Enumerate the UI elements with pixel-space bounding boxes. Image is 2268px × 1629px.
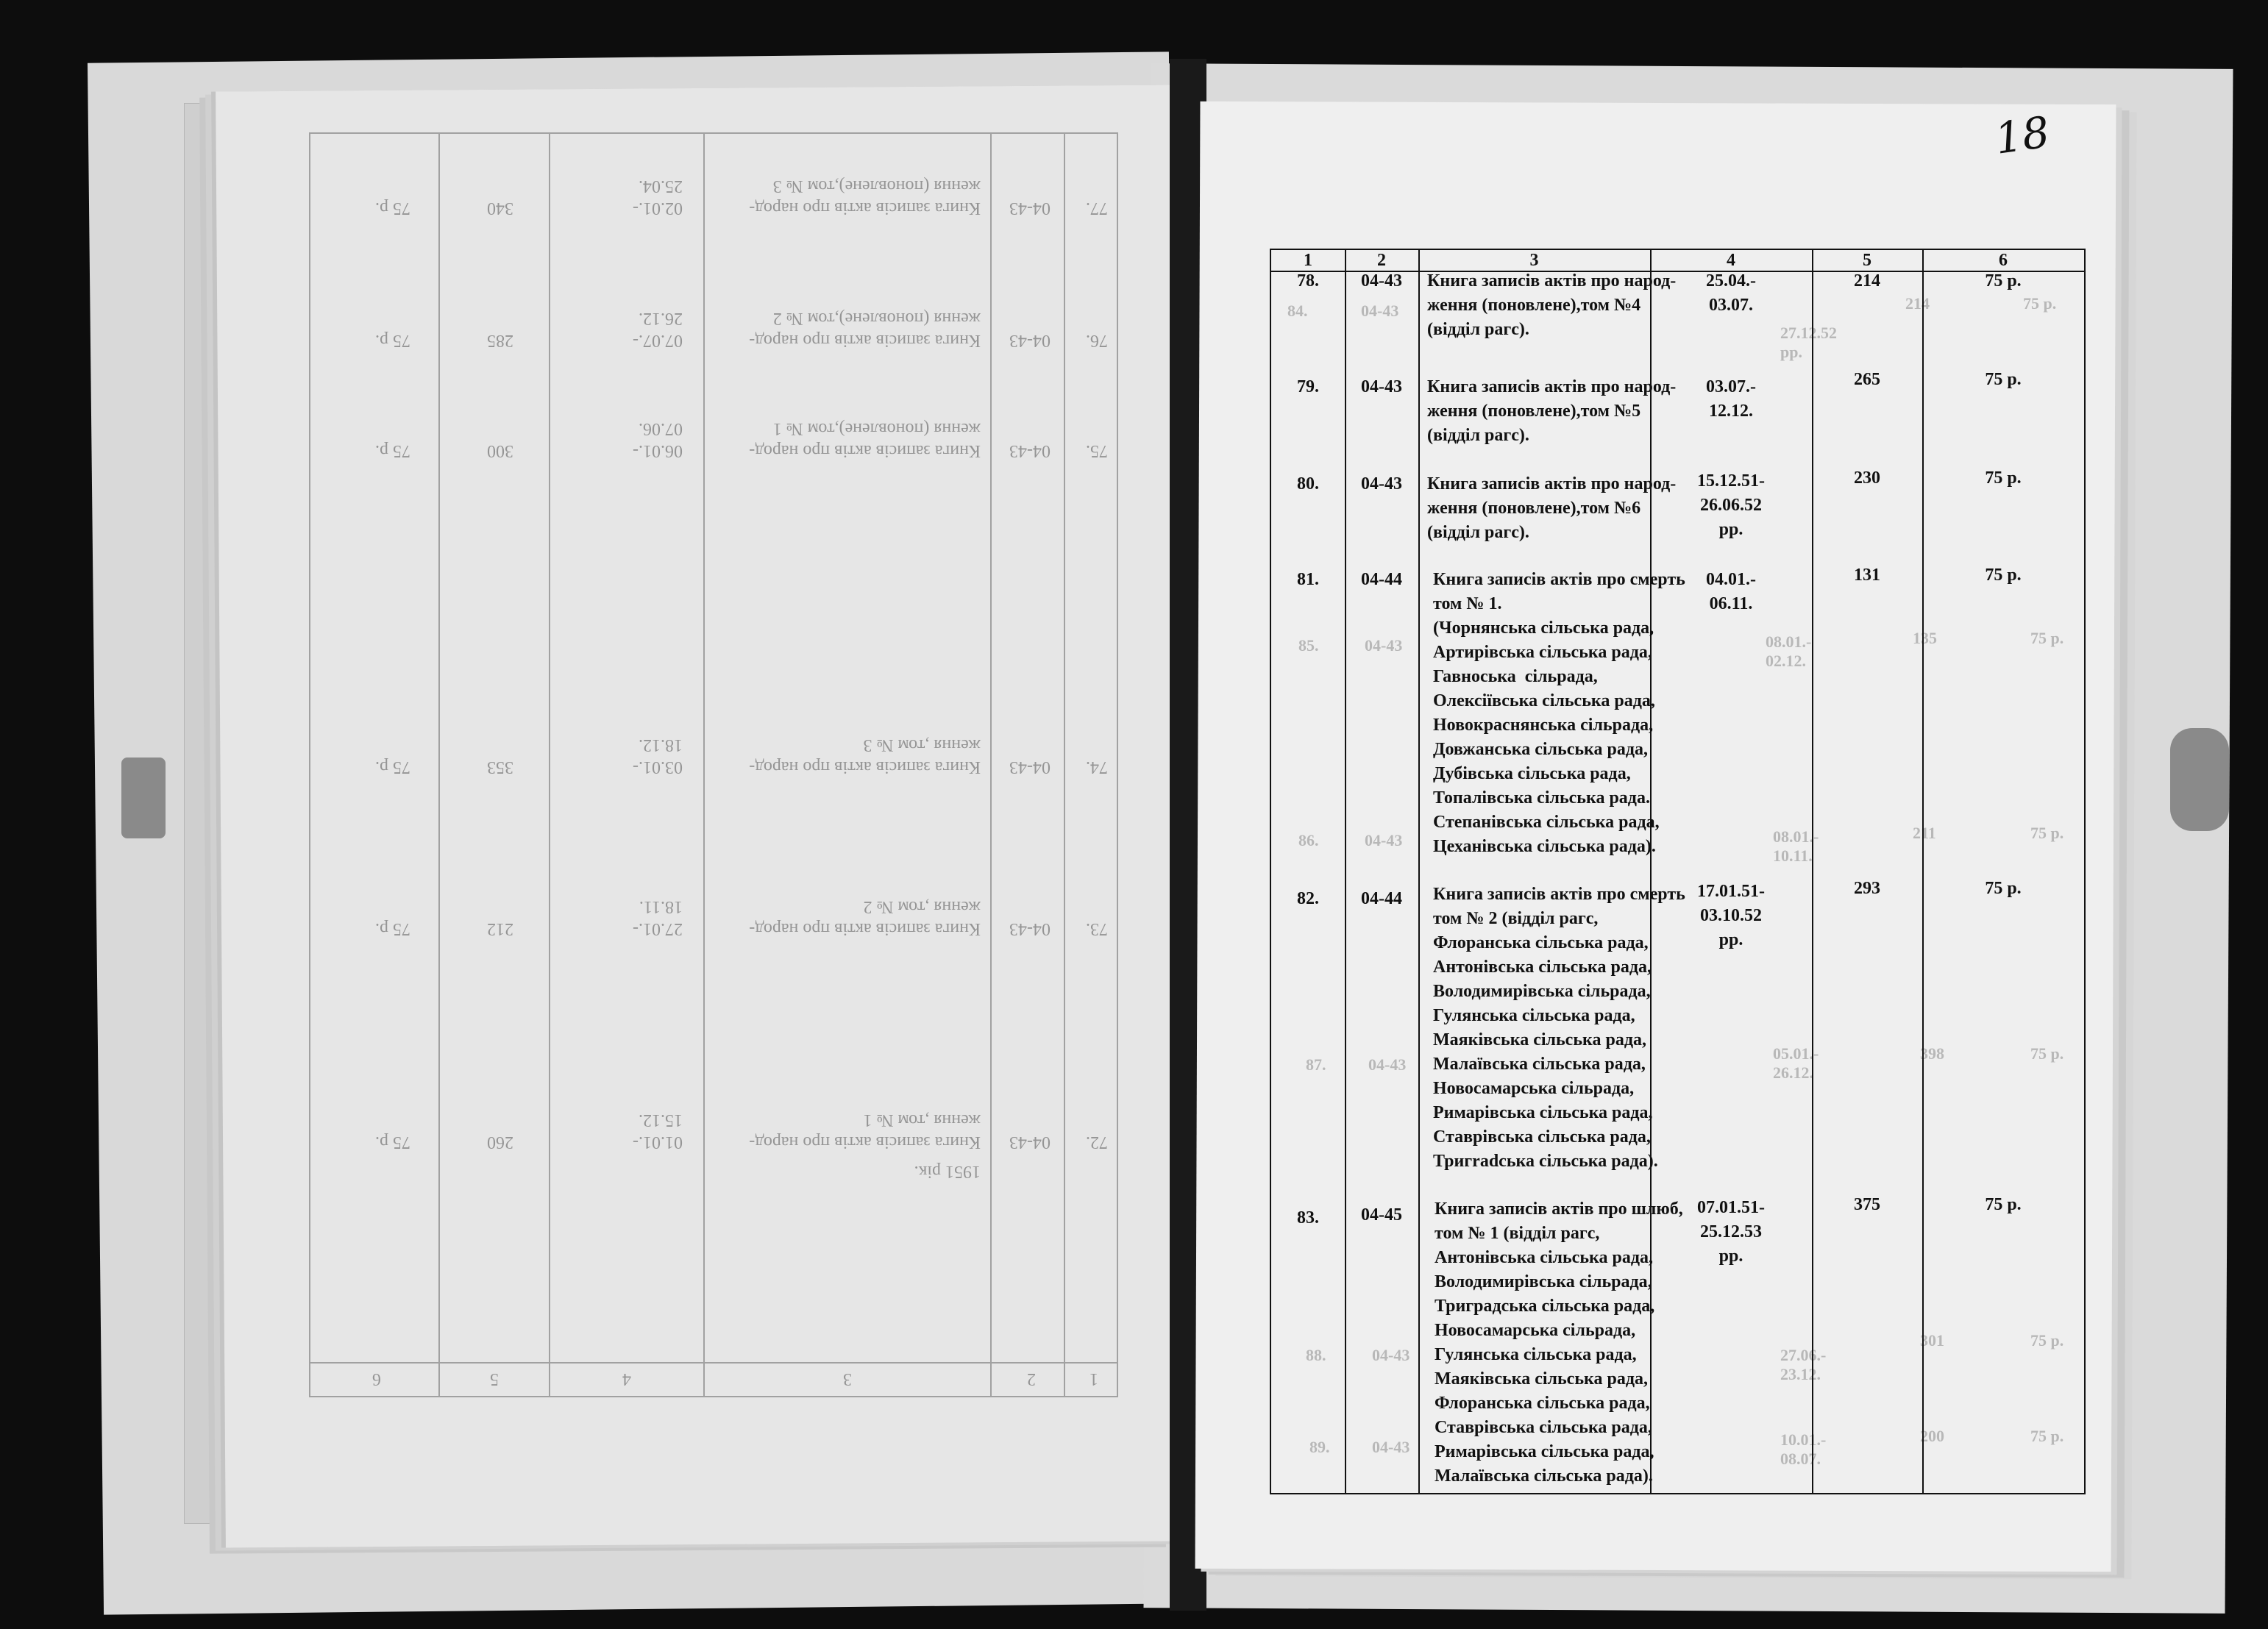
- ghost-row-dates: 02.01.- 25.04.: [633, 177, 683, 218]
- ghost-row-term: 75 р.: [375, 1133, 410, 1152]
- ghost-row-num: 72.: [1086, 1133, 1108, 1152]
- header-col-3: 3: [1529, 251, 1539, 270]
- ghost-header-6: 6: [372, 1369, 381, 1389]
- ghost-row-text: Книга записів актів про народ- ження (поновлене),том № 1: [749, 419, 981, 460]
- ghost-right-code: 04-43: [1372, 1438, 1410, 1456]
- ghost-row-code: 04-43: [1009, 919, 1051, 938]
- ghost-right-term: 75 р.: [2030, 1044, 2064, 1063]
- column-divider: [1812, 250, 1813, 1493]
- row-description: Книга записів актів про смерть том № 1. (Чорнянська сільська рада, Артирівська сільська рада, Гавноська сільрада, Олексіївська сільська рада, Новокраснянська сільрада, Довжанська сільська рада, Дубівська сільська рада, Топалівська сільська рада. Степанівська сільська рада, Цеханівська сільська рада).: [1433, 570, 1685, 856]
- left-page-bleedthrough: [309, 132, 1118, 1397]
- row-description: Книга записів актів про шлюб, том № 1 (відділ рагс, Антонівська сільська рада, Володимирівська сільрада, Триградська сільська рада, Новосамарська сільрада, Гулянська сільська рада, Маяківська сільська рада, Флоранська сільська рада, Ставрівська сільська рада, Римарівська сільська рада, Малаївська сільська рада).: [1435, 1200, 1683, 1486]
- row-storage-term: 75 р.: [1985, 271, 2022, 290]
- ghost-row-text: Книга записів актів про народ- ження (поновлене),том № 2: [749, 309, 981, 350]
- header-col-6: 6: [1999, 251, 2008, 270]
- ghost-right-term: 75 р.: [2030, 1331, 2064, 1350]
- row-number: 79.: [1297, 377, 1319, 396]
- row-code: 04-43: [1361, 474, 1402, 493]
- ghost-row-qty: 340: [487, 199, 513, 218]
- ghost-row-term: 75 р.: [375, 919, 410, 938]
- ghost-right-code: 04-43: [1361, 302, 1399, 320]
- ghost-right-term: 75 р.: [2023, 294, 2057, 313]
- ghost-right-num: 85.: [1298, 636, 1319, 655]
- row-number: 81.: [1297, 570, 1319, 589]
- row-storage-term: 75 р.: [1985, 1195, 2022, 1214]
- row-code: 04-43: [1361, 377, 1402, 396]
- ghost-row-qty: 353: [487, 758, 513, 777]
- ghost-right-dates: 08.01.- 10.11.: [1773, 827, 1819, 865]
- row-description: Книга записів актів про народ- ження (поновлене),том №4 (відділ рагс).: [1427, 271, 1677, 339]
- row-dates: 17.01.51- 03.10.52 рр.: [1697, 882, 1765, 949]
- row-code: 04-43: [1361, 271, 1402, 290]
- ghost-row-qty: 285: [487, 331, 513, 350]
- row-quantity: 131: [1854, 566, 1880, 585]
- ghost-right-qty: 135: [1913, 629, 1937, 647]
- ghost-right-num: 87.: [1306, 1055, 1326, 1074]
- row-number: 83.: [1297, 1208, 1319, 1227]
- ghost-row-term: 75 р.: [375, 441, 410, 460]
- ghost-right-term: 75 р.: [2030, 1427, 2064, 1445]
- ghost-row-num: 77.: [1086, 199, 1108, 218]
- ghost-right-dates: 08.01.- 02.12.: [1766, 632, 1812, 670]
- ghost-header-2: 2: [1027, 1369, 1036, 1389]
- row-storage-term: 75 р.: [1985, 468, 2022, 488]
- row-quantity: 265: [1854, 370, 1880, 389]
- ghost-right-qty: 214: [1905, 294, 1930, 313]
- ghost-row-qty: 260: [487, 1133, 513, 1152]
- ghost-header-5: 5: [490, 1369, 499, 1389]
- ghost-row-num: 76.: [1086, 331, 1108, 350]
- ghost-row-qty: 300: [487, 441, 513, 460]
- records-table: [1270, 249, 2086, 1494]
- ghost-right-dates: 27.12.52 рр.: [1780, 324, 1837, 361]
- column-divider: [1922, 250, 1924, 1493]
- ghost-right-term: 75 р.: [2030, 824, 2064, 842]
- row-dates: 03.07.- 12.12.: [1706, 377, 1756, 421]
- ghost-row-text: Книга записів актів про народ- ження ,том № 2: [749, 897, 981, 938]
- ghost-right-num: 84.: [1287, 302, 1308, 320]
- ghost-row-num: 75.: [1086, 441, 1108, 460]
- ghost-row-term: 75 р.: [375, 331, 410, 350]
- ghost-right-code: 04-43: [1372, 1346, 1410, 1364]
- ghost-row-dates: 07.07.- 26.12.: [633, 309, 683, 350]
- ghost-row-num: 73.: [1086, 919, 1108, 938]
- row-quantity: 230: [1854, 468, 1880, 488]
- handwritten-page-number: 18: [1991, 107, 2053, 164]
- ghost-row-num: 74.: [1086, 758, 1108, 777]
- ghost-right-dates: 27.06.- 23.12.: [1780, 1346, 1827, 1383]
- header-col-1: 1: [1304, 251, 1312, 270]
- header-col-5: 5: [1863, 251, 1871, 270]
- ghost-header-4: 4: [622, 1369, 631, 1389]
- ghost-year-heading: 1951 рік.: [914, 1162, 981, 1181]
- column-divider: [1345, 250, 1346, 1493]
- row-description: Книга записів актів про народ- ження (поновлене),том №5 (відділ рагс).: [1427, 377, 1677, 445]
- ghost-row-dates: 01.01.- 15.12.: [633, 1111, 683, 1152]
- row-quantity: 375: [1854, 1195, 1880, 1214]
- ghost-header-row: [310, 1362, 1117, 1396]
- row-storage-term: 75 р.: [1985, 566, 2022, 585]
- ghost-row-dates: 27.01.- 18.11.: [633, 897, 683, 938]
- ghost-right-num: 89.: [1309, 1438, 1330, 1456]
- ghost-row-dates: 03.01.- 18.12.: [633, 735, 683, 777]
- row-code: 04-45: [1361, 1205, 1402, 1225]
- header-col-4: 4: [1727, 251, 1735, 270]
- ghost-row-code: 04-43: [1009, 758, 1051, 777]
- ghost-header-3: 3: [843, 1369, 852, 1389]
- ghost-right-dates: 10.01.- 08.07.: [1780, 1430, 1827, 1468]
- ghost-row-code: 04-43: [1009, 441, 1051, 460]
- row-code: 04-44: [1361, 889, 1402, 908]
- row-dates: 07.01.51- 25.12.53 рр.: [1697, 1198, 1765, 1266]
- ghost-right-code: 04-43: [1368, 1055, 1407, 1074]
- ghost-row-text: Книга записів актів про народ- ження ,том № 3: [749, 735, 981, 777]
- row-quantity: 293: [1854, 879, 1880, 898]
- ghost-right-qty: 211: [1913, 824, 1936, 842]
- row-number: 82.: [1297, 889, 1319, 908]
- row-dates: 25.04.- 03.07.: [1706, 271, 1756, 315]
- row-number: 78.: [1297, 271, 1319, 290]
- ghost-row-text: Книга записів актів про народ- ження (поновлене),том № 3: [749, 177, 981, 218]
- ghost-header-1: 1: [1089, 1369, 1098, 1389]
- row-dates: 15.12.51- 26.06.52 рр.: [1697, 471, 1765, 539]
- ghost-right-qty: 200: [1920, 1427, 1944, 1445]
- ghost-right-num: 88.: [1306, 1346, 1326, 1364]
- ghost-right-dates: 05.01.- 26.12.: [1773, 1044, 1819, 1082]
- ghost-row-term: 75 р.: [375, 758, 410, 777]
- ghost-row-code: 04-43: [1009, 331, 1051, 350]
- ghost-row-code: 04-43: [1009, 199, 1051, 218]
- row-quantity: 214: [1854, 271, 1880, 290]
- header-col-2: 2: [1377, 251, 1386, 270]
- ghost-right-term: 75 р.: [2030, 629, 2064, 647]
- ghost-row-code: 04-43: [1009, 1133, 1051, 1152]
- row-storage-term: 75 р.: [1985, 370, 2022, 389]
- row-description: Книга записів актів про народ- ження (поновлене),том №6 (відділ рагс).: [1427, 474, 1677, 542]
- binder-clip-right: [2170, 728, 2229, 831]
- ghost-row-qty: 212: [487, 919, 513, 938]
- ghost-row-text: Книга записів актів про народ- ження ,том № 1: [749, 1111, 981, 1152]
- ghost-right-num: 86.: [1298, 831, 1319, 849]
- column-divider: [1418, 250, 1420, 1493]
- ghost-right-code: 04-43: [1365, 831, 1403, 849]
- ghost-right-qty: 301: [1920, 1331, 1944, 1350]
- binder-clip-left: [121, 758, 166, 838]
- row-code: 04-44: [1361, 570, 1402, 589]
- ghost-row-dates: 06.01.- 07.06.: [633, 419, 683, 460]
- ghost-row-term: 75 р.: [375, 199, 410, 218]
- row-number: 80.: [1297, 474, 1319, 493]
- row-dates: 04.01.- 06.11.: [1706, 570, 1756, 613]
- ghost-table: [309, 132, 1118, 1397]
- ghost-right-qty: 398: [1920, 1044, 1944, 1063]
- ghost-right-code: 04-43: [1365, 636, 1403, 655]
- row-description: Книга записів актів про смерть том № 2 (відділ рагс, Флоранська сільська рада, Антонівська сільська рада, Володимирівська сільрада, Гулянська сільська рада, Маяківська сільська рада, Малаївська сільська рада, Новосамарська сільрада, Римарівська сільська рада, Ставрівська сільська рада, Тригradська сільська рада).: [1433, 885, 1685, 1171]
- row-storage-term: 75 р.: [1985, 879, 2022, 898]
